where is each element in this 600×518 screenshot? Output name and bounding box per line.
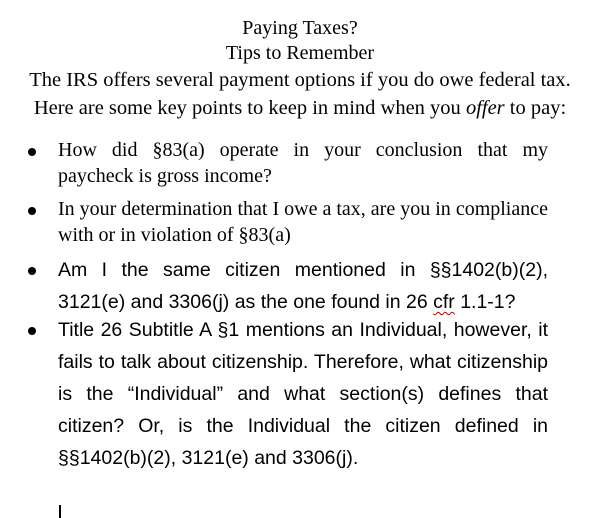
intro-line-2	[0, 96, 600, 120]
bullet-dot-4	[28, 327, 36, 335]
bullet-item-3	[58, 254, 548, 318]
bullet-item-4: Title 26 Subtitle A §1 mentions an Individual, however, it fails to talk about citizenship. Therefore, what citizenship is the “Individual” and what section(s) defines that citizen? Or, is the Individual the citizen defined in §§1402(b)(2), 3121(e) and 3306(j).	[58, 319, 548, 469]
text-cursor	[59, 505, 61, 518]
intro-line-1: The IRS offers several payment options if you do owe federal tax.	[29, 69, 571, 91]
bullet-dot-3	[28, 267, 36, 275]
bullet-item-3-start: Am I the same citizen mentioned in §§1402(b)(2), 3121(e) and 3306(j) as the one found in 26	[58, 259, 548, 313]
spellcheck-flagged-word: cfr	[433, 291, 455, 313]
title-line-2: Tips to Remember	[225, 42, 375, 64]
title-line-1: Paying Taxes?	[242, 17, 358, 39]
bullet-item-1: How did §83(a) operate in your conclusion that my paycheck is gross income?	[58, 139, 548, 187]
intro-emphasis-offer: offer	[465, 97, 505, 119]
bullet-item-3-end: 1.1-1?	[454, 291, 516, 313]
bullet-item-2: In your determination that I owe a tax, are you in compliance with or in violation of §83(a)	[58, 198, 548, 246]
bullet-dot-1	[28, 148, 36, 156]
intro-line-2-start: Here are some key points to keep in mind when you	[33, 97, 466, 119]
intro-line-2-end: to pay:	[504, 97, 567, 119]
bullet-dot-2	[28, 207, 36, 215]
